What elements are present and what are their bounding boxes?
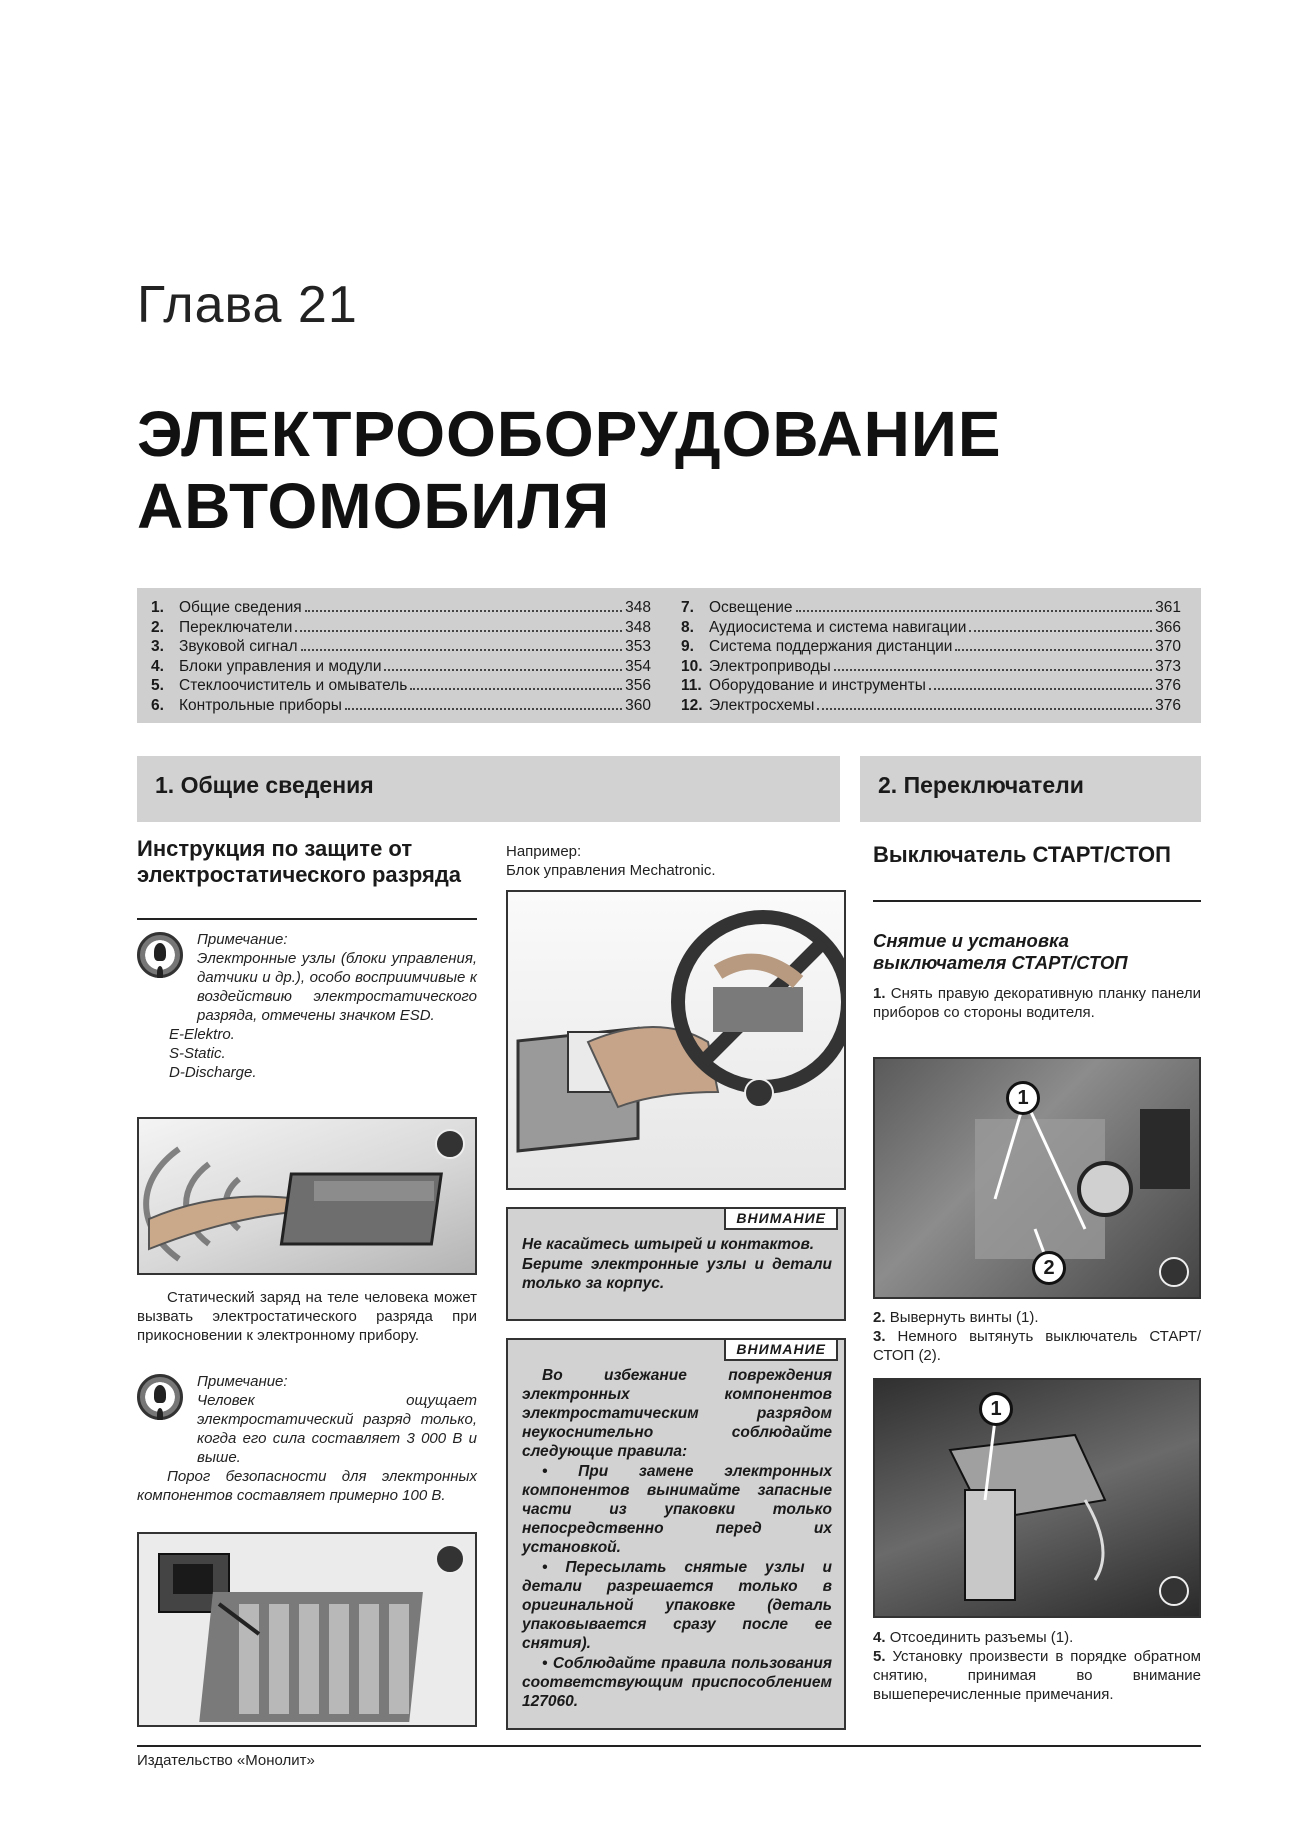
chapter-label: Глава 21 <box>137 276 358 334</box>
toc-item[interactable] <box>151 618 651 638</box>
warning-box-rules <box>506 1338 846 1730</box>
toc-num: 10. <box>681 657 703 675</box>
step-number: 3. <box>873 1328 886 1345</box>
subheading-rule <box>137 918 477 920</box>
table-of-contents <box>137 588 1201 723</box>
warning-box-contacts <box>506 1207 846 1321</box>
esd-logo-icon <box>435 1129 465 1159</box>
toc-num: 9. <box>681 638 694 655</box>
toc-title: Электросхемы <box>709 696 815 714</box>
toc-item[interactable] <box>151 676 651 696</box>
step-2 <box>873 1308 1201 1327</box>
illustration-switch-removed <box>875 1380 1201 1618</box>
illustration-module-handling <box>508 892 846 1190</box>
toc-item[interactable] <box>681 657 1181 677</box>
toc-page: 361 <box>1155 599 1181 616</box>
toc-leader <box>796 610 1153 612</box>
warning-tag: ВНИМАНИЕ <box>724 1338 838 1361</box>
chapter-title <box>137 398 1002 542</box>
example-label: Например: <box>506 843 582 860</box>
step-1 <box>873 984 1201 1022</box>
toc-leader <box>929 688 1152 690</box>
toc-page: 348 <box>625 599 651 616</box>
note-text: Электронные узлы (блоки управления, датчики и др.), особо восприимчивые к воздействию электростатического разряда, отмечены значком ESD. <box>197 950 477 1024</box>
esd-logo-icon <box>1159 1576 1189 1606</box>
note-line: D-Discharge. <box>169 1064 257 1081</box>
toc-num: 11. <box>681 677 702 694</box>
toc-leader <box>301 649 623 651</box>
toc-title: Звуковой сигнал <box>179 638 298 655</box>
toc-item[interactable] <box>681 618 1181 638</box>
toc-item[interactable] <box>681 637 1181 657</box>
toc-item[interactable] <box>681 696 1181 716</box>
toc-title: Переключатели <box>179 618 293 636</box>
toc-page: 356 <box>625 677 651 694</box>
toc-title: Стеклоочиститель и омыватель <box>179 677 408 694</box>
toc-num: 8. <box>681 618 694 636</box>
toc-title: Блоки управления и модули <box>179 657 382 675</box>
step-5 <box>873 1647 1201 1704</box>
step-number: 1. <box>873 985 886 1002</box>
start-stop-subheading: Выключатель СТАРТ/СТОП <box>873 842 1171 867</box>
warning-tag: ВНИМАНИЕ <box>724 1207 838 1230</box>
toc-title: Электроприводы <box>709 657 831 675</box>
warning-text: Во избежание повреждения электронных компонентов электростатическим разрядом неукоснительно соблюдайте следующие правила: <box>522 1367 832 1460</box>
toc-num: 1. <box>151 599 164 616</box>
note-threshold <box>137 1372 477 1505</box>
toc-leader <box>410 688 622 690</box>
callout-marker: 1 <box>979 1392 1013 1426</box>
toc-page: 373 <box>1155 657 1181 675</box>
toc-column-left <box>151 598 651 723</box>
step-text: Отсоединить разъемы (1). <box>889 1629 1074 1646</box>
toc-item[interactable] <box>151 657 651 677</box>
toc-num: 5. <box>151 677 164 694</box>
step-text: Немного вытянуть выключатель СТАРТ/СТОП (2). <box>873 1328 1201 1364</box>
toc-leader <box>817 708 1152 710</box>
toc-page: 366 <box>1155 618 1181 636</box>
warning-text: • Пересылать снятые узлы и детали разрешается только в оригинальной упаковке (деталь упаковывается сразу после ее снятия). <box>522 1559 832 1652</box>
warning-text: • Соблюдайте правила пользования соответствующим приспособлением 127060. <box>522 1655 832 1710</box>
note-esd <box>137 930 477 1082</box>
warning-text: Берите электронные узлы и детали только за корпус. <box>522 1256 832 1292</box>
subheading-rule <box>873 900 1201 902</box>
toc-page: 370 <box>1155 638 1181 655</box>
toc-num: 12. <box>681 696 703 714</box>
callout-marker: 2 <box>1032 1251 1066 1285</box>
toc-num: 3. <box>151 638 164 655</box>
removal-subheading: Снятие и установка выключателя СТАРТ/СТОП <box>873 930 1128 973</box>
toc-leader <box>955 649 1152 651</box>
toc-leader <box>305 610 622 612</box>
note-label: Примечание: <box>197 1373 288 1390</box>
section-1-heading: 1. Общие сведения <box>137 756 840 822</box>
toc-title: Система поддержания дистанции <box>709 638 953 655</box>
step-text: Снять правую декоративную планку панели приборов со стороны водителя. <box>873 985 1201 1021</box>
example-item: Блок управления Mechatronic. <box>506 862 716 879</box>
toc-item[interactable] <box>681 676 1181 696</box>
toc-item[interactable] <box>151 637 651 657</box>
step-4 <box>873 1628 1201 1647</box>
toc-leader <box>345 708 622 710</box>
step-number: 2. <box>873 1309 886 1326</box>
toc-num: 7. <box>681 599 694 616</box>
toc-item[interactable] <box>151 598 651 618</box>
toc-page: 376 <box>1155 696 1181 714</box>
esd-logo-icon <box>435 1544 465 1574</box>
note-text: Порог безопасности для электронных компонентов составляет примерно 100 В. <box>137 1468 477 1504</box>
lightbulb-icon <box>137 932 183 978</box>
section-2-heading: 2. Переключатели <box>860 756 1201 822</box>
photo-mechatronic-board <box>137 1532 477 1727</box>
toc-leader <box>834 669 1152 671</box>
photo-start-stop-panel <box>873 1057 1201 1299</box>
chapter-title-line1: ЭЛЕКТРООБОРУДОВАНИЕ <box>137 398 1002 470</box>
toc-num: 4. <box>151 657 164 675</box>
example-text <box>506 842 846 880</box>
toc-page: 376 <box>1155 677 1181 694</box>
illustration-finger-module <box>139 1119 477 1275</box>
static-charge-text: Статический заряд на теле человека может вызвать электростатического разряда при прикосновении к электронному прибору. <box>137 1289 477 1344</box>
esd-logo-icon <box>744 1078 774 1108</box>
warning-text: Не касайтесь штырей и контактов. <box>522 1236 815 1253</box>
toc-item[interactable] <box>151 696 651 716</box>
esd-subheading: Инструкция по защите от электростатического разряда <box>137 836 462 887</box>
illustration-valve-body <box>139 1534 477 1727</box>
toc-column-right <box>681 598 1181 723</box>
photo-do-not-touch <box>506 890 846 1190</box>
toc-title: Освещение <box>709 599 793 616</box>
toc-leader <box>384 669 622 671</box>
note-line: E-Elektro. <box>169 1026 235 1043</box>
note-line: S-Static. <box>169 1045 226 1062</box>
toc-page: 348 <box>625 618 651 636</box>
toc-num: 2. <box>151 618 164 636</box>
toc-title: Оборудование и инструменты <box>709 677 926 694</box>
toc-title: Контрольные приборы <box>179 696 342 714</box>
callout-marker: 1 <box>1006 1081 1040 1115</box>
toc-leader <box>295 630 622 632</box>
toc-page: 353 <box>625 638 651 655</box>
toc-num: 6. <box>151 696 164 714</box>
toc-page: 354 <box>625 657 651 675</box>
photo-switch-connectors <box>873 1378 1201 1618</box>
lightbulb-icon <box>137 1374 183 1420</box>
step-text: Установку произвести в порядке обратном снятию, принимая во внимание вышеперечисленные примечания. <box>873 1648 1201 1703</box>
warning-text: • При замене электронных компонентов вынимайте запасные части из упаковки только непосредственно перед их установкой. <box>522 1463 832 1556</box>
toc-leader <box>969 630 1152 632</box>
toc-item[interactable] <box>681 598 1181 618</box>
toc-page: 360 <box>625 696 651 714</box>
photo-touching-module <box>137 1117 477 1275</box>
toc-title: Аудиосистема и система навигации <box>709 618 967 636</box>
publisher-footer: Издательство «Монолит» <box>137 1752 315 1769</box>
note-text: Человек ощущает электростатический разряд только, когда его сила составляет 3 000 В и выше. <box>197 1392 477 1466</box>
step-number: 4. <box>873 1629 886 1646</box>
note-label: Примечание: <box>197 931 288 948</box>
esd-logo-icon <box>1159 1257 1189 1287</box>
chapter-title-line2: АВТОМОБИЛЯ <box>137 470 611 542</box>
step-3 <box>873 1327 1201 1365</box>
footer-rule <box>137 1745 1201 1747</box>
toc-title: Общие сведения <box>179 599 302 616</box>
step-text: Вывернуть винты (1). <box>889 1309 1039 1326</box>
step-number: 5. <box>873 1648 886 1665</box>
